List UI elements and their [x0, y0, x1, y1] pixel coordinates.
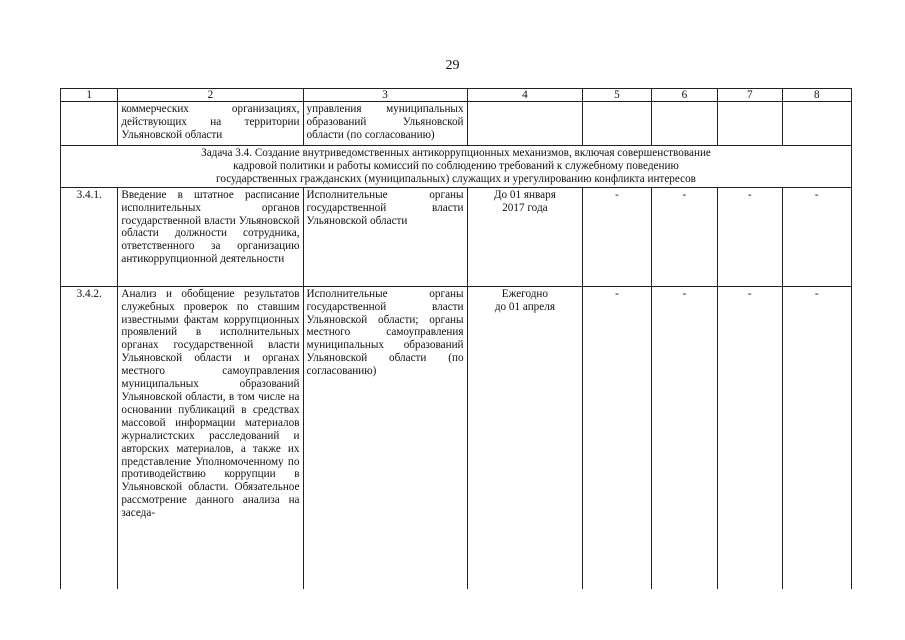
row-number: 3.4.1.	[61, 187, 118, 286]
task-line-3: государственных гражданских (муниципальных) служащих и урегулированию конфликта интересов	[216, 172, 696, 185]
term-text	[467, 187, 583, 286]
col8-value: -	[782, 187, 852, 286]
continuation-c5	[583, 102, 651, 146]
continuation-c6	[651, 102, 717, 146]
header-row	[61, 89, 852, 102]
continuation-row	[61, 102, 852, 146]
header-col-5: 5	[583, 89, 651, 102]
continuation-c8	[782, 102, 852, 146]
page-number: 29	[445, 58, 460, 73]
col7-value: -	[718, 286, 782, 589]
continuation-num	[61, 102, 118, 146]
header-col-6: 6	[651, 89, 717, 102]
term-text	[467, 286, 583, 589]
measure-text: Введение в штатное расписание исполнительных органов государственной власти Ульяновской области должности сотрудника, ответственного за организацию антикоррупционной деятельности	[118, 187, 303, 286]
col6-value: -	[651, 286, 717, 589]
header-col-2: 2	[118, 89, 303, 102]
col8-value: -	[782, 286, 852, 589]
term-line-2: 2017 года	[502, 201, 548, 214]
term-line-2: до 01 апреля	[494, 300, 555, 313]
measure-text: Анализ и обобщение результатов служебных проверок по ставшим известными фактам коррупционных проявлений в исполнительных органах государственной власти Ульяновской области и органах местного самоуправления муниципальных образований Ульяновской области, в том числе на основании публикаций в средствах массовой информации материалов журналистских расследований и авторских материалов, а также их представление Уполномоченному по противодействию коррупции в Ульяновской области. Обязательное рассмотрение данного анализа на заседа-	[118, 286, 303, 589]
header-col-7: 7	[718, 89, 782, 102]
task-heading-row	[61, 146, 852, 188]
continuation-measure: коммерческих организациях, действующих на территории Ульяновской области	[118, 102, 303, 146]
term-line-1: Ежегодно	[501, 287, 549, 300]
col5-value: -	[583, 187, 651, 286]
header-col-8: 8	[782, 89, 852, 102]
continuation-c7	[718, 102, 782, 146]
measures-table	[60, 88, 852, 589]
task-line-1: Задача 3.4. Создание внутриведомственных антикоррупционных механизмов, включая совершенствование	[201, 147, 711, 159]
term-line-1: До 01 января	[493, 188, 556, 201]
continuation-executor: управления муниципальных образований Ульяновской области (по согласованию)	[303, 102, 467, 146]
col6-value: -	[651, 187, 717, 286]
table-row	[61, 187, 852, 286]
col7-value: -	[718, 187, 782, 286]
row-number: 3.4.2.	[61, 286, 118, 589]
header-col-3: 3	[303, 89, 467, 102]
executor-text: Исполнительные органы государственной власти Ульяновской области; органы местного самоуправления муниципальных образований Ульяновской области (по согласованию)	[303, 286, 467, 589]
task-heading	[61, 146, 852, 188]
table-row	[61, 286, 852, 589]
col5-value: -	[583, 286, 651, 589]
header-col-1: 1	[61, 89, 118, 102]
continuation-term	[467, 102, 583, 146]
task-line-2: кадровой политики и работы комиссий по соблюдению требований к служебному поведению	[233, 159, 679, 172]
header-col-4: 4	[467, 89, 583, 102]
executor-text: Исполнительные органы государственной власти Ульяновской области	[303, 187, 467, 286]
